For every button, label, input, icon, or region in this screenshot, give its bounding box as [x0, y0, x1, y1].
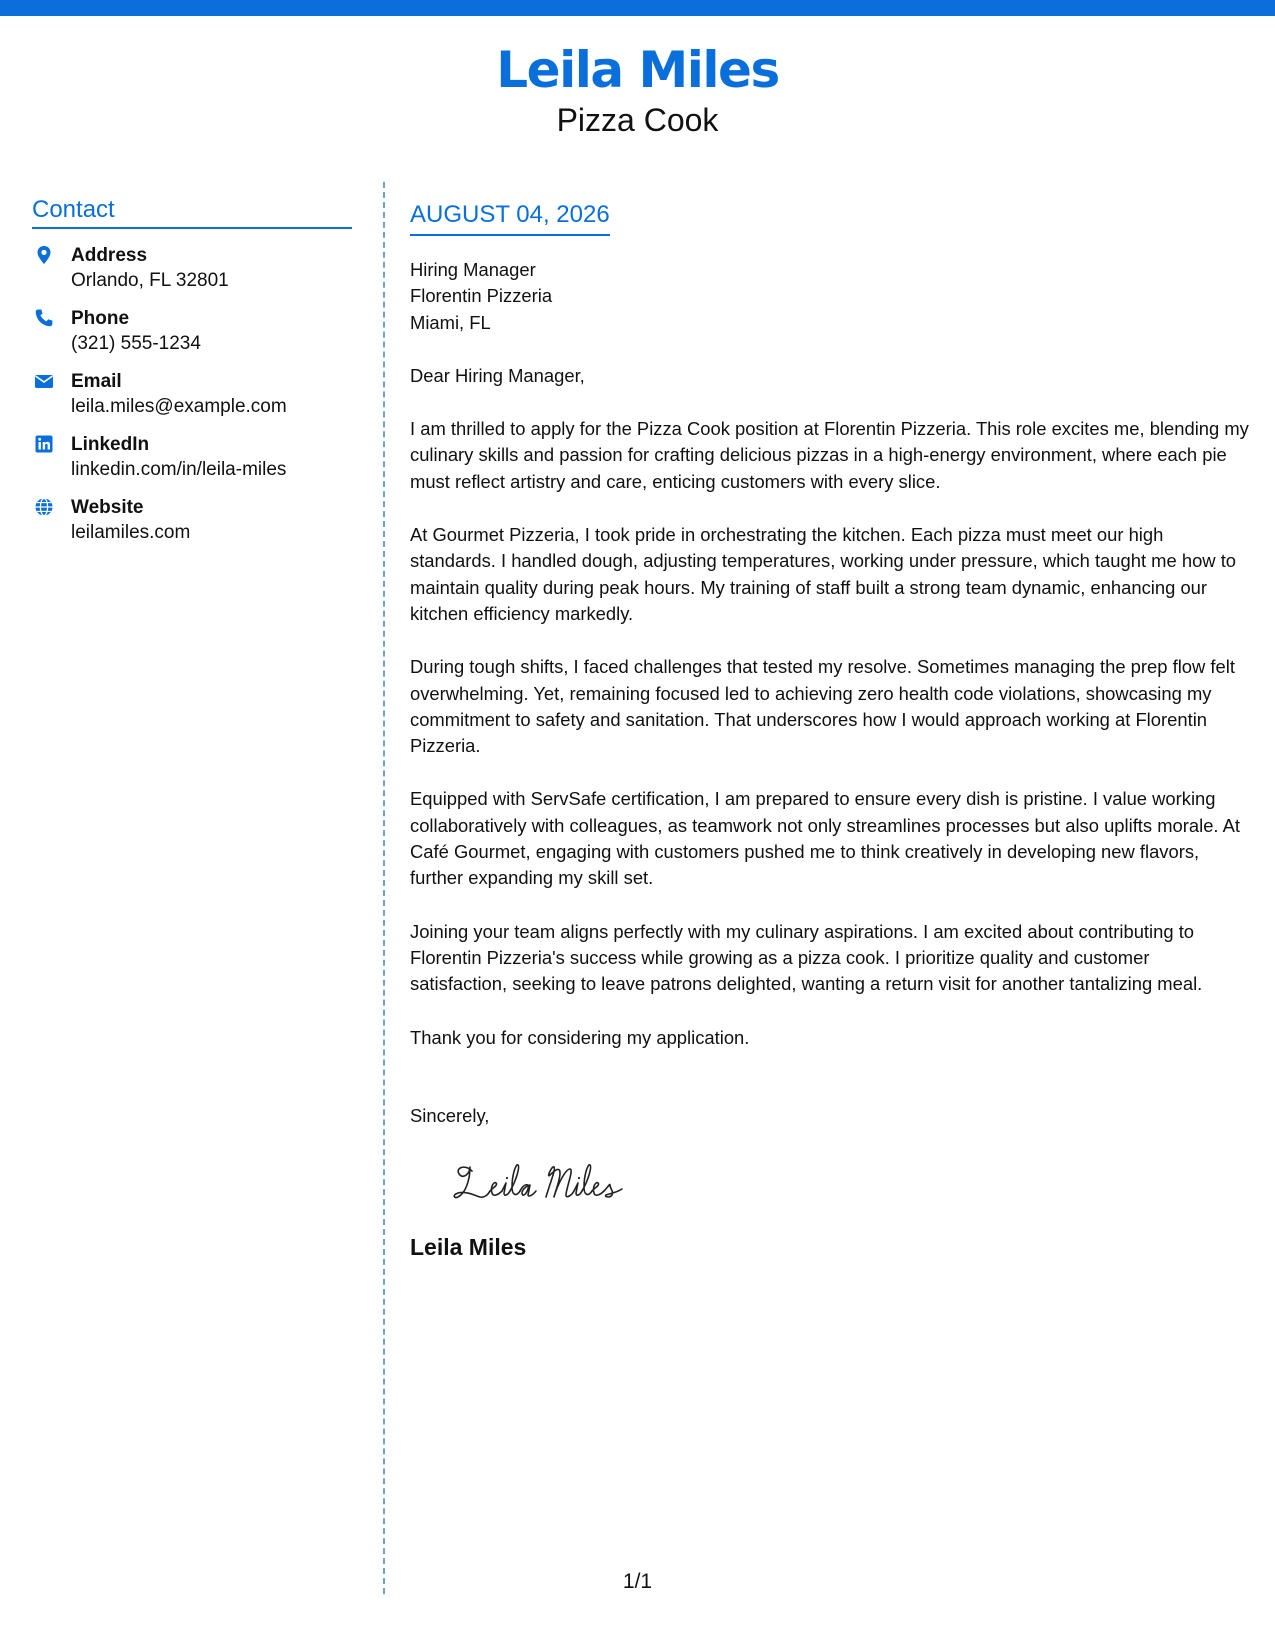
map-pin-icon — [34, 245, 54, 265]
body-paragraph: Joining your team aligns perfectly with my culinary aspirations. I am excited about contributing to Florentin Pizzeria's success while growing as a pizza cook. I prioritize quality and customer satisfaction, seeking to leave patrons delighted, wanting a return visit for another tantalizing meal. — [410, 920, 1203, 995]
contact-label: Phone — [71, 308, 130, 329]
email-value[interactable]: leila.miles@example.com — [71, 396, 287, 417]
envelope-icon — [34, 371, 54, 391]
address-value: Orlando, FL 32801 — [71, 270, 229, 291]
signer-name: Leila Miles — [410, 1234, 527, 1261]
contact-list — [32, 243, 352, 558]
linkedin-value[interactable]: linkedin.com/in/leila-miles — [71, 459, 287, 480]
letter-body — [410, 200, 1250, 1261]
contact-heading: Contact — [32, 196, 352, 229]
body-paragraph: During tough shifts, I faced challenges that tested my resolve. Sometimes managing the prep flow felt overwhelming. Yet, remaining focused led to achieving zero health code violations, showcasing my commitment to safety and sanitation. That underscores how I would approach working at Florentin Pizzeria. — [410, 656, 1235, 757]
phone-icon — [34, 308, 54, 328]
body-paragraph: Thank you for considering my application. — [410, 1026, 750, 1048]
website-value[interactable]: leilamiles.com — [71, 522, 191, 543]
signature-image — [450, 1153, 690, 1213]
top-accent-bar — [0, 0, 1275, 16]
salutation: Dear Hiring Manager, — [410, 364, 585, 386]
header — [0, 40, 1275, 140]
job-title: Pizza Cook — [556, 102, 719, 138]
contact-label: Address — [71, 245, 148, 266]
contact-label: LinkedIn — [71, 434, 150, 455]
globe-icon — [34, 497, 54, 517]
recipient-block — [410, 257, 1250, 336]
contact-linkedin — [32, 432, 352, 495]
recipient-line: Hiring Manager — [410, 259, 536, 280]
recipient-line: Florentin Pizzeria — [410, 285, 553, 307]
handwritten-signature — [450, 1153, 1250, 1213]
column-divider — [383, 182, 385, 1594]
body-paragraph: At Gourmet Pizzeria, I took pride in orchestrating the kitchen. Each pizza must meet our high standards. I handled dough, adjusting temperatures, working under pressure, which taught me how to maintain quality during peak hours. My training of staff built a strong team dynamic, enhancing our kitchen efficiency markedly. — [410, 524, 1237, 624]
recipient-line: Miami, FL — [410, 311, 491, 333]
contact-label: Email — [71, 371, 122, 392]
phone-value: (321) 555-1234 — [71, 333, 201, 354]
contact-phone — [32, 306, 352, 369]
contact-label: Website — [71, 497, 144, 518]
candidate-name: Leila Miles — [496, 41, 779, 99]
closing: Sincerely, — [410, 1104, 490, 1126]
page-number: 1/1 — [622, 1570, 653, 1593]
linkedin-icon — [34, 434, 54, 454]
letter-date: AUGUST 04, 2026 — [410, 200, 610, 236]
contact-address — [32, 243, 352, 306]
body-paragraph: I am thrilled to apply for the Pizza Cook position at Florentin Pizzeria. This role excites me, blending my culinary skills and passion for crafting delicious pizzas in a high-energy environment, where each pie must reflect artistry and care, enticing customers with every slice. — [410, 418, 1249, 492]
body-paragraph: Equipped with ServSafe certification, I am prepared to ensure every dish is pristine. I value working collaboratively with colleagues, as teamwork not only streamlines processes but also uplifts morale. At Café Gourmet, engaging with customers pushed me to think creatively in developing new flavors, further expanding my skill set. — [410, 788, 1241, 889]
contact-website — [32, 495, 352, 558]
contact-email — [32, 369, 352, 432]
contact-sidebar — [32, 196, 352, 558]
